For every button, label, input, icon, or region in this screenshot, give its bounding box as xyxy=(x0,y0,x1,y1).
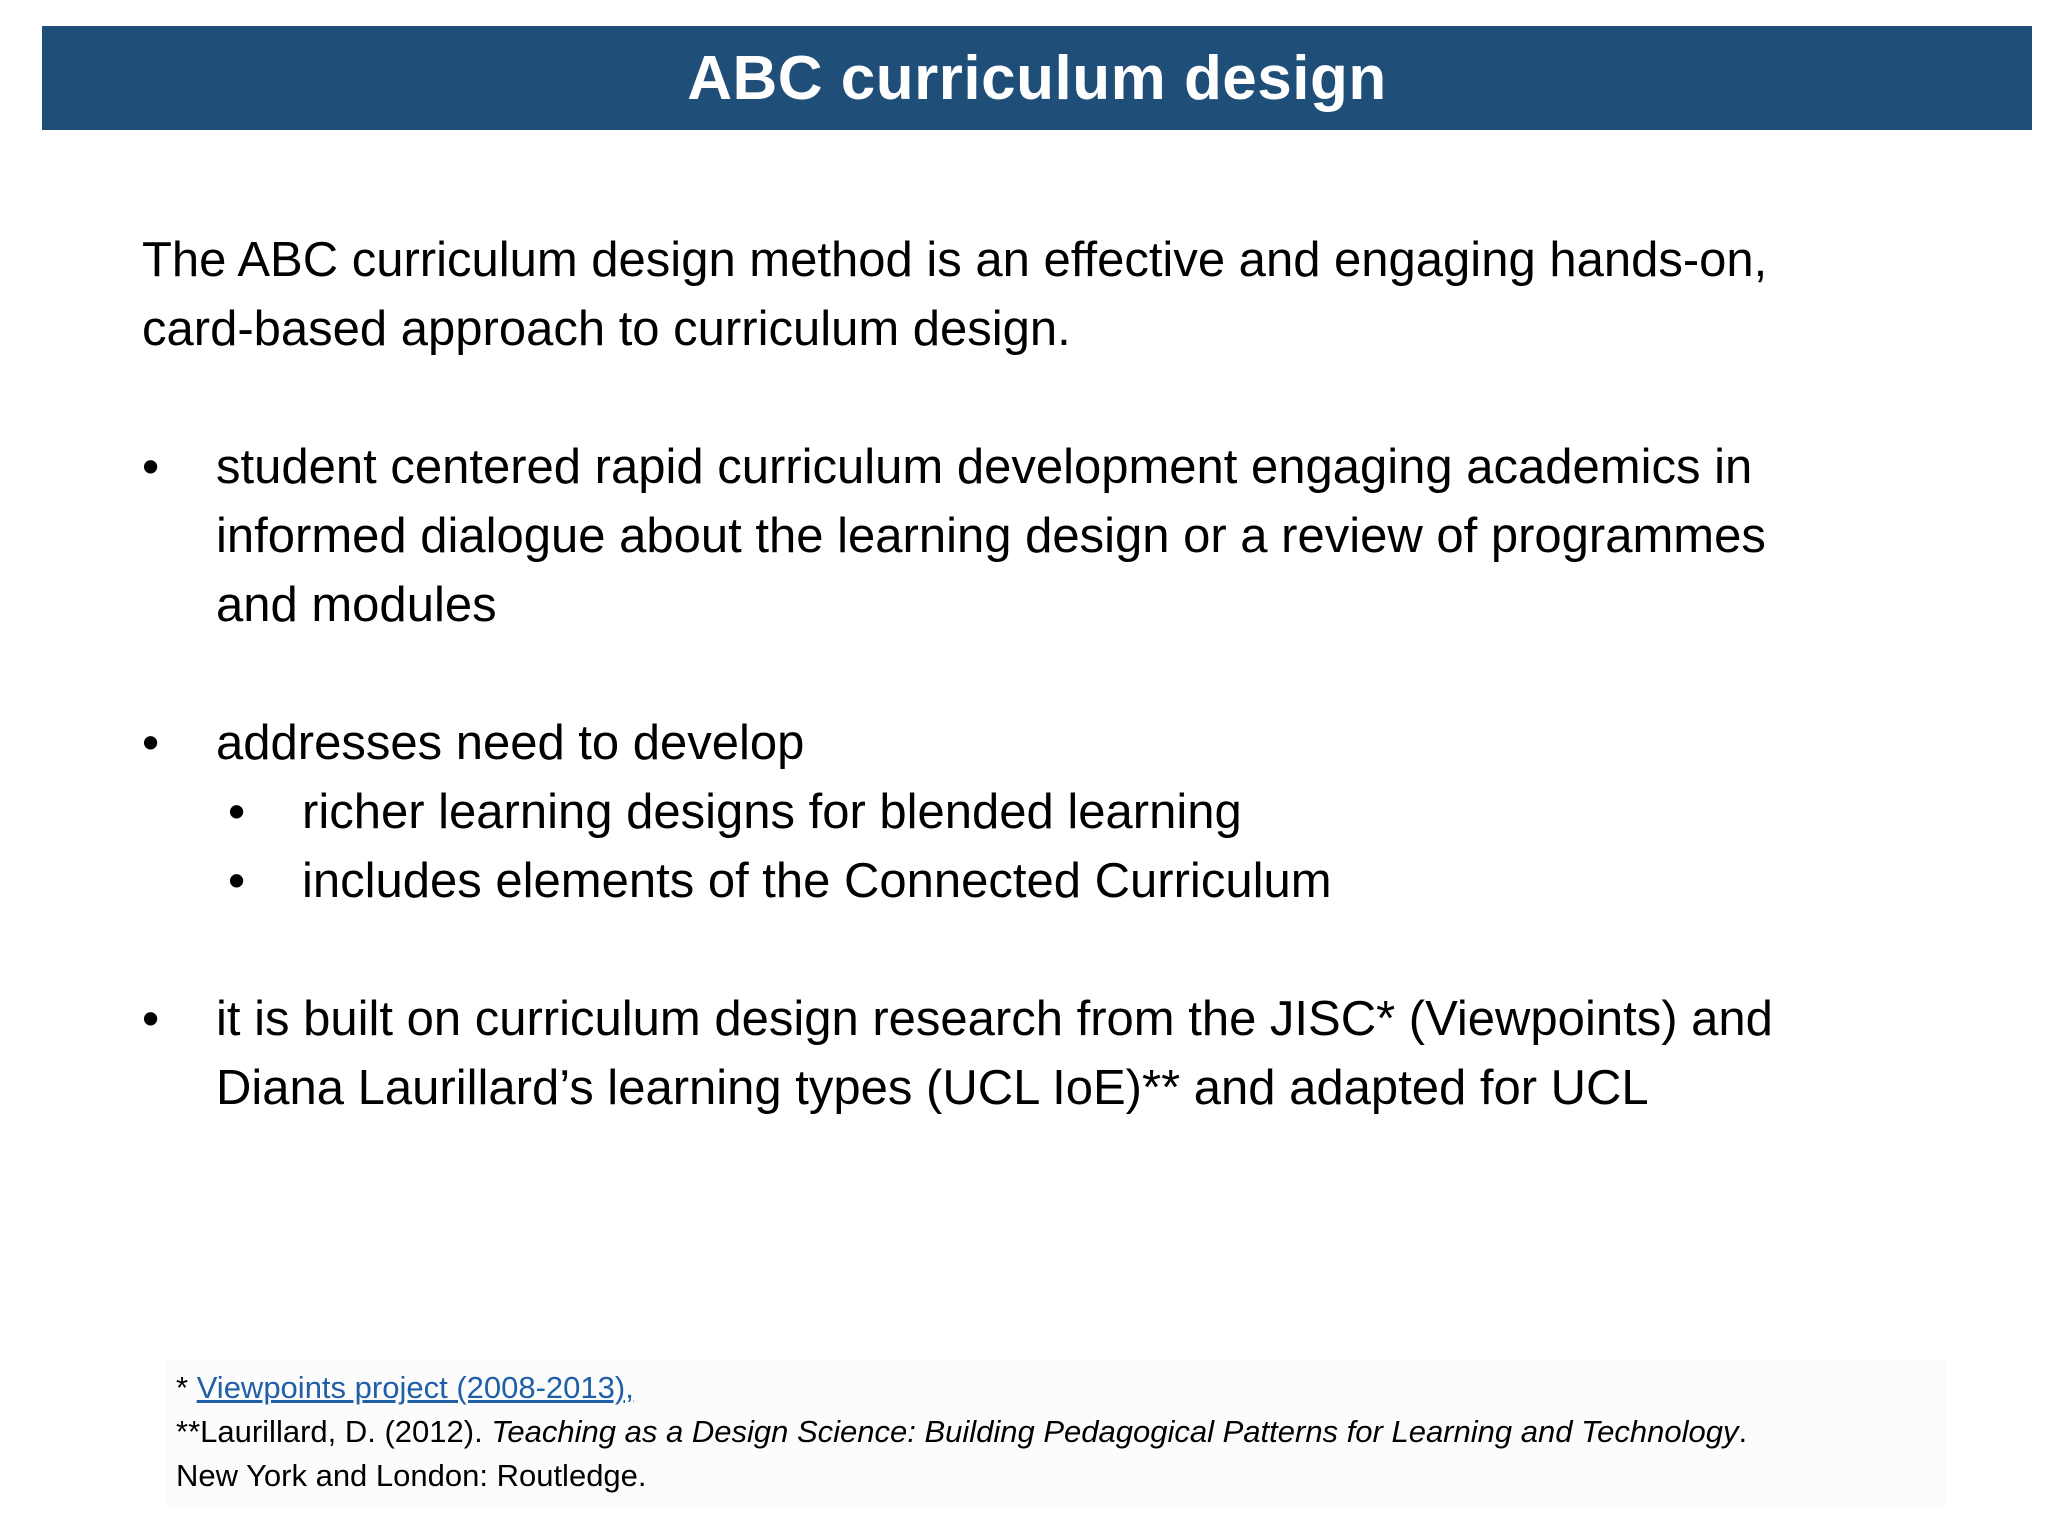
bullet-text-line: addresses need to develop xyxy=(216,716,805,770)
bullet-icon: • xyxy=(228,854,246,908)
intro-paragraph xyxy=(142,226,1942,364)
sub-bullet-item-richer-designs xyxy=(216,778,1942,847)
footnote-laurillard xyxy=(176,1410,1936,1454)
viewpoints-project-link[interactable]: Viewpoints project (2008-2013), xyxy=(196,1370,634,1405)
intro-line-2: card-based approach to curriculum design. xyxy=(142,302,1071,356)
bullet-icon: • xyxy=(142,716,160,770)
spacer xyxy=(142,640,1942,709)
title-bar xyxy=(42,26,2032,130)
bullet-list xyxy=(142,433,1942,1123)
footnote-marker: * xyxy=(176,1370,197,1405)
slide-content xyxy=(142,226,1942,1123)
sub-bullet-list xyxy=(216,778,1942,916)
footnotes xyxy=(166,1360,1946,1508)
footnote-citation-suffix: . xyxy=(1738,1414,1748,1449)
bullet-text-line: informed dialogue about the learning design or a review of programmes xyxy=(216,509,1766,563)
bullet-item-built-on-research xyxy=(142,985,1942,1123)
sub-bullet-text: richer learning designs for blended learning xyxy=(302,785,1242,839)
bullet-item-student-centered xyxy=(142,433,1942,640)
spacer xyxy=(142,364,1942,433)
sub-bullet-item-connected-curriculum xyxy=(216,847,1942,916)
footnote-viewpoints xyxy=(176,1366,1936,1410)
bullet-item-addresses-need xyxy=(142,709,1942,916)
bullet-text-line: student centered rapid curriculum development engaging academics in xyxy=(216,440,1753,494)
bullet-icon: • xyxy=(142,992,160,1046)
bullet-text-line: it is built on curriculum design research from the JISC* (Viewpoints) and xyxy=(216,992,1773,1046)
footnote-publisher: New York and London: Routledge. xyxy=(176,1458,647,1493)
bullet-text-line: and modules xyxy=(216,578,497,632)
spacer xyxy=(142,916,1942,985)
slide-title: ABC curriculum design xyxy=(687,43,1387,113)
intro-line-1: The ABC curriculum design method is an effective and engaging hands-on, xyxy=(142,233,1768,287)
bullet-icon: • xyxy=(228,785,246,839)
footnote-book-title: Teaching as a Design Science: Building Pedagogical Patterns for Learning and Technology xyxy=(491,1414,1739,1449)
bullet-icon: • xyxy=(142,440,160,494)
footnote-citation-prefix: **Laurillard, D. (2012). xyxy=(176,1414,492,1449)
bullet-text-line: Diana Laurillard’s learning types (UCL IoE)** and adapted for UCL xyxy=(216,1061,1649,1115)
sub-bullet-text: includes elements of the Connected Curriculum xyxy=(302,854,1332,908)
